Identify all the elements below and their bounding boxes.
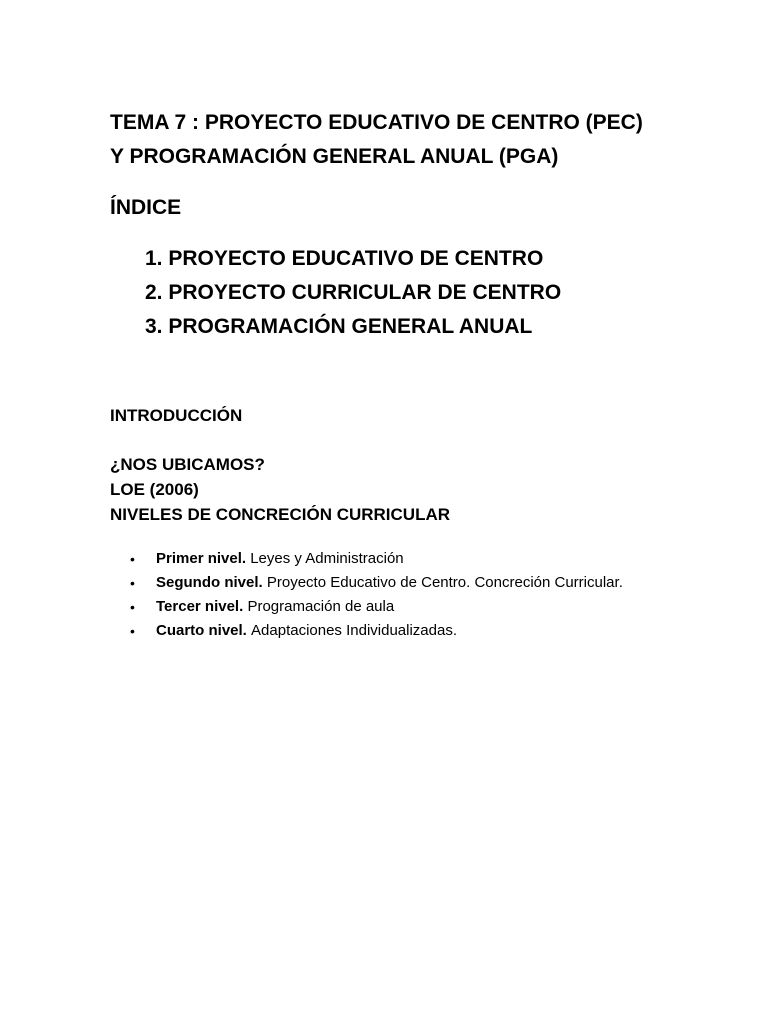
bullet-icon: •: [130, 551, 135, 567]
introduction-heading: INTRODUCCIÓN: [110, 406, 243, 425]
list-item: [110, 619, 658, 643]
subheading-group: [110, 452, 658, 527]
toc-item-number: 3.: [145, 315, 163, 338]
level-text: Leyes y Administración: [250, 550, 404, 567]
bullet-icon: •: [130, 575, 135, 591]
level-label: Primer nivel.: [156, 550, 251, 567]
toc-item: [145, 276, 658, 310]
list-item: [110, 571, 658, 595]
subheading-levels: NIVELES DE CONCRECIÓN CURRICULAR: [110, 505, 451, 524]
title-line-2: Y PROGRAMACIÓN GENERAL ANUAL (PGA): [110, 145, 559, 168]
bullet-icon: •: [130, 599, 135, 615]
bullet-icon: •: [130, 623, 135, 639]
level-label: Cuarto nivel.: [156, 622, 252, 639]
subheading-law: LOE (2006): [110, 480, 199, 499]
level-text: Proyecto Educativo de Centro. Concreción Curricular.: [266, 574, 623, 591]
curricular-levels-list: [110, 547, 658, 643]
document-title: [110, 106, 658, 174]
toc-item-text: PROYECTO EDUCATIVO DE CENTRO: [168, 247, 544, 270]
list-item: [110, 595, 658, 619]
toc-item-number: 1.: [145, 247, 163, 270]
table-of-contents: [110, 242, 658, 344]
subheading-location: ¿NOS UBICAMOS?: [110, 455, 265, 474]
level-label: Tercer nivel.: [156, 598, 248, 615]
toc-item-number: 2.: [145, 281, 163, 304]
level-text: Adaptaciones Individualizadas.: [251, 622, 458, 639]
document-content: [110, 106, 658, 643]
index-heading: ÍNDICE: [110, 196, 182, 219]
title-line-1: TEMA 7 : PROYECTO EDUCATIVO DE CENTRO (PEC): [110, 111, 643, 134]
level-label: Segundo nivel.: [156, 574, 267, 591]
toc-item: [145, 242, 658, 276]
toc-item: [145, 310, 658, 344]
toc-item-text: PROGRAMACIÓN GENERAL ANUAL: [168, 315, 533, 338]
level-text: Programación de aula: [247, 598, 395, 615]
list-item: [110, 547, 658, 571]
toc-item-text: PROYECTO CURRICULAR DE CENTRO: [168, 281, 562, 304]
